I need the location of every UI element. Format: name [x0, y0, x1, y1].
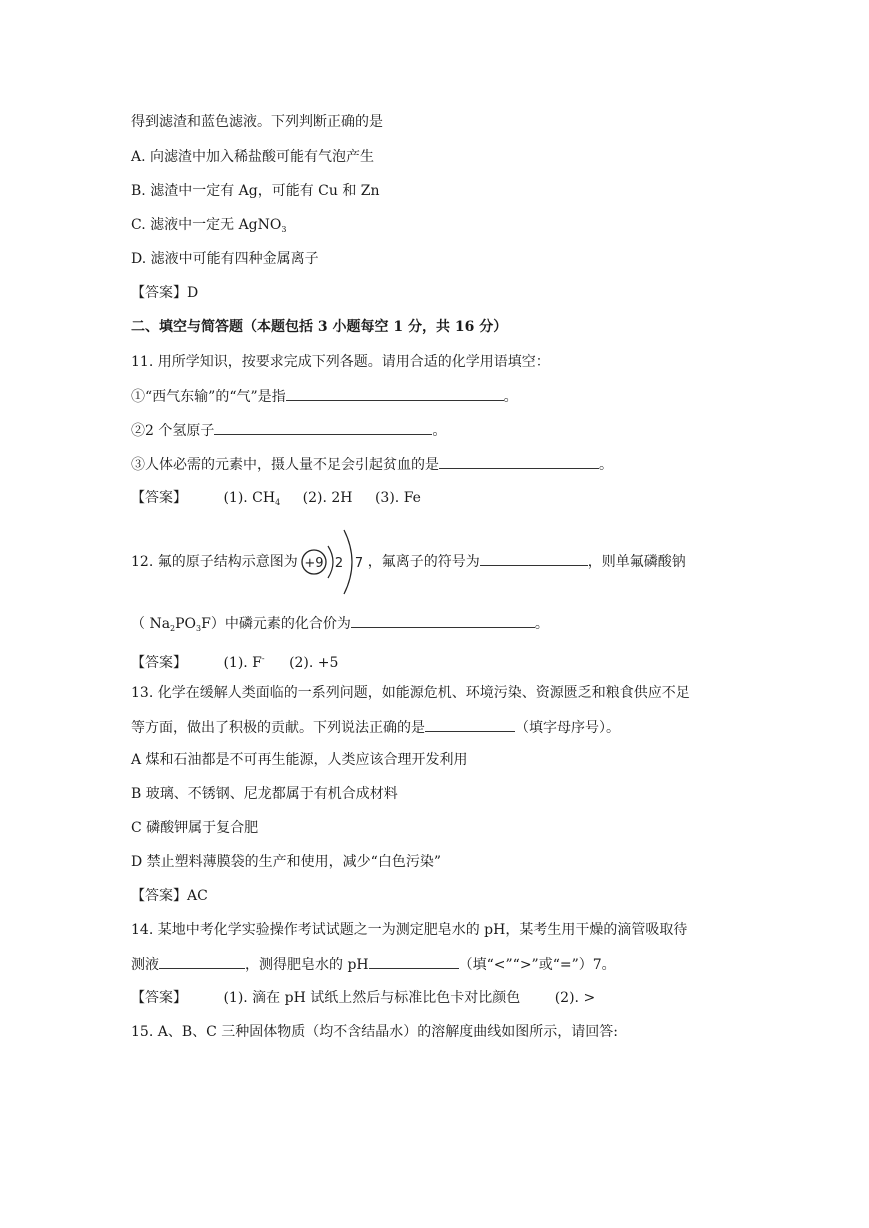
fluorine-atom-structure-diagram	[300, 522, 366, 602]
q10-option-b: B. 滤渣中一定有 Ag，可能有 Cu 和 Zn	[131, 183, 380, 199]
q14-answer: 【答案】 (1). 滴在 pH 试纸上然后与标准比色卡对比颜色 (2). >	[131, 990, 596, 1006]
shell-1-electrons: 2	[334, 556, 343, 571]
answer-blank	[286, 386, 504, 401]
answer-blank	[425, 717, 515, 732]
answer-blank	[480, 551, 588, 566]
answer-blank	[369, 954, 459, 969]
answer-blank	[159, 954, 245, 969]
nucleus-charge: +9	[304, 556, 324, 571]
q11-item-2: ②2 个氢原子 。	[131, 420, 446, 441]
q13-option-d: D 禁止塑料薄膜袋的生产和使用，减少“白色污染”	[131, 854, 441, 870]
q13-answer: 【答案】AC	[131, 888, 208, 904]
q12-answer: 【答案】 (1). F- (2). +5	[131, 654, 339, 671]
q10-answer: 【答案】D	[131, 285, 199, 301]
q10-stem-continuation: 得到滤渣和蓝色滤液。下列判断正确的是	[131, 114, 383, 130]
q13-stem-line-2: 等方面，做出了积极的贡献。下列说法正确的是 （填字母序号）。	[131, 717, 620, 738]
q11-stem: 11. 用所学知识，按要求完成下列各题。请用合适的化学用语填空：	[131, 354, 550, 370]
q11-item-1: ①“西气东输”的“气”是指 。	[131, 386, 518, 407]
q10-option-a: A. 向滤渣中加入稀盐酸可能有气泡产生	[131, 149, 375, 165]
answer-blank	[214, 420, 432, 435]
q10-option-d: D. 滤液中可能有四种金属离子	[131, 251, 319, 267]
q13-option-b: B 玻璃、不锈钢、尼龙都属于有机合成材料	[131, 786, 398, 802]
section-heading: 二、填空与简答题（本题包括 3 小题每空 1 分，共 16 分）	[131, 319, 508, 335]
answer-blank	[439, 454, 599, 469]
q12-stem: 12. 氟的原子结构示意图为 +9 2 7 ，氟离子的符号为 ，则单氟磷酸钠	[131, 551, 686, 572]
electron-shell-1	[328, 546, 333, 578]
q13-option-a: A 煤和石油都是不可再生能源，人类应该合理开发利用	[131, 752, 468, 768]
answer-blank	[351, 613, 535, 628]
electron-shell-2	[344, 530, 352, 594]
q14-stem-line-1: 14. 某地中考化学实验操作考试试题之一为测定肥皂水的 pH，某考生用干燥的滴管吸取待	[131, 922, 688, 938]
q11-item-3: ③人体必需的元素中，摄人量不足会引起贫血的是 。	[131, 454, 613, 475]
q13-stem-line-1: 13. 化学在缓解人类面临的一系列问题，如能源危机、环境污染、资源匮乏和粮食供应不足	[131, 685, 690, 701]
q12-line-2: （ $Na_2PO_3F$）中磷元素的化合价为 。	[131, 613, 549, 639]
q11-answer: 【答案】 (1). $CH_4$ (2). 2H (3). Fe	[131, 490, 421, 507]
q13-option-c: C 磷酸钾属于复合肥	[131, 820, 259, 836]
q10-option-c: C. 滤液中一定无 AgNO$_3$	[131, 217, 287, 234]
q14-stem-line-2: 测液 ，测得肥皂水的 pH （填“<”“>”或“=”）7。	[131, 954, 616, 975]
shell-2-electrons: 7	[354, 556, 363, 571]
q15-stem: 15. A、B、C 三种固体物质（均不含结晶水）的溶解度曲线如图所示，请回答:	[131, 1024, 618, 1040]
